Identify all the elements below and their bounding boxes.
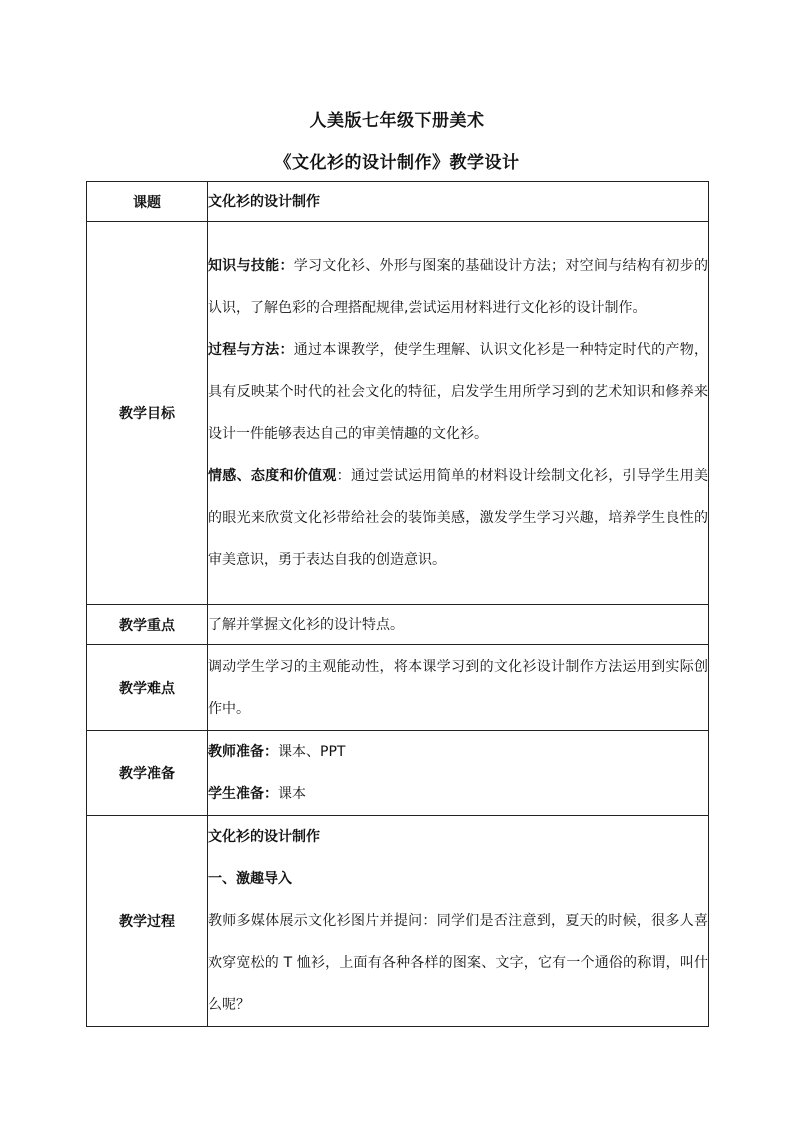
- student-preparation: [208, 773, 708, 815]
- teacher-preparation-value: 课本、PPT: [278, 744, 346, 760]
- preparation-content: [208, 731, 709, 816]
- lesson-plan-table: [86, 181, 709, 1027]
- row-label-difficulties: 教学难点: [87, 645, 208, 731]
- document-title-line1: 人美版七年级下册美术: [309, 111, 485, 131]
- objective-emotion: [208, 455, 708, 581]
- row-label-topic: 课题: [87, 182, 208, 222]
- row-topic: [87, 182, 709, 222]
- objective-knowledge-label: 知识与技能：: [208, 258, 294, 274]
- objective-knowledge-text: 学习文化衫、外形与图案的基础设计方法；对空间与结构有初步的认识，了解色彩的合理搭配规律,尝试运用材料进行文化衫的设计制作。: [208, 258, 708, 316]
- row-label-objectives: 教学目标: [87, 222, 208, 605]
- process-section-heading: 一、激趣导入: [208, 871, 292, 887]
- topic-text: 文化衫的设计制作: [208, 193, 320, 210]
- row-difficulties: [87, 645, 709, 731]
- student-preparation-label: 学生准备：: [208, 786, 278, 802]
- row-objectives: [87, 222, 709, 605]
- process-content: [208, 816, 709, 1027]
- teacher-preparation: [208, 731, 708, 773]
- topic-value: [208, 182, 709, 222]
- student-preparation-value: 课本: [278, 786, 306, 802]
- objective-emotion-text: ：通过尝试运用简单的材料设计绘制文化衫，引导学生用美的眼光来欣赏文化衫带给社会的装饰美感，激发学生学习兴趣，培养学生良性的审美意识，勇于表达自我的创造意识。: [208, 468, 709, 568]
- objective-knowledge: [208, 245, 708, 329]
- document-title-line2: 《文化衫的设计制作》教学设计: [274, 153, 520, 173]
- difficulties-value: 调动学生学习的主观能动性，将本课学习到的文化衫设计制作方法运用到实际创作中。: [208, 645, 709, 731]
- process-subtitle: 文化衫的设计制作: [208, 829, 320, 845]
- objective-process: [208, 329, 708, 455]
- row-key-points: [87, 605, 709, 645]
- teacher-preparation-label: 教师准备：: [208, 744, 278, 760]
- key-points-value: 了解并掌握文化衫的设计特点。: [208, 605, 709, 645]
- row-process: [87, 816, 709, 1027]
- objective-emotion-label: 情感、态度和价值观: [208, 468, 337, 484]
- row-label-key-points: 教学重点: [87, 605, 208, 645]
- row-label-preparation: 教学准备: [87, 731, 208, 816]
- process-text: 教师多媒体展示文化衫图片并提问：同学们是否注意到，夏天的时候，很多人喜欢穿宽松的 T 恤衫，上面有各种各样的图案、文字，它有一个通俗的称谓，叫什么呢？: [208, 913, 708, 1013]
- objectives-content: [208, 222, 709, 605]
- objective-process-text: 通过本课教学，使学生理解、认识文化衫是一种特定时代的产物，具有反映某个时代的社会文化的特征，启发学生用所学习到的艺术知识和修养来设计一件能够表达自己的审美情趣的文化衫。: [208, 342, 708, 442]
- row-preparation: [87, 731, 709, 816]
- objective-process-label: 过程与方法：: [208, 342, 294, 358]
- row-label-process: 教学过程: [87, 816, 208, 1027]
